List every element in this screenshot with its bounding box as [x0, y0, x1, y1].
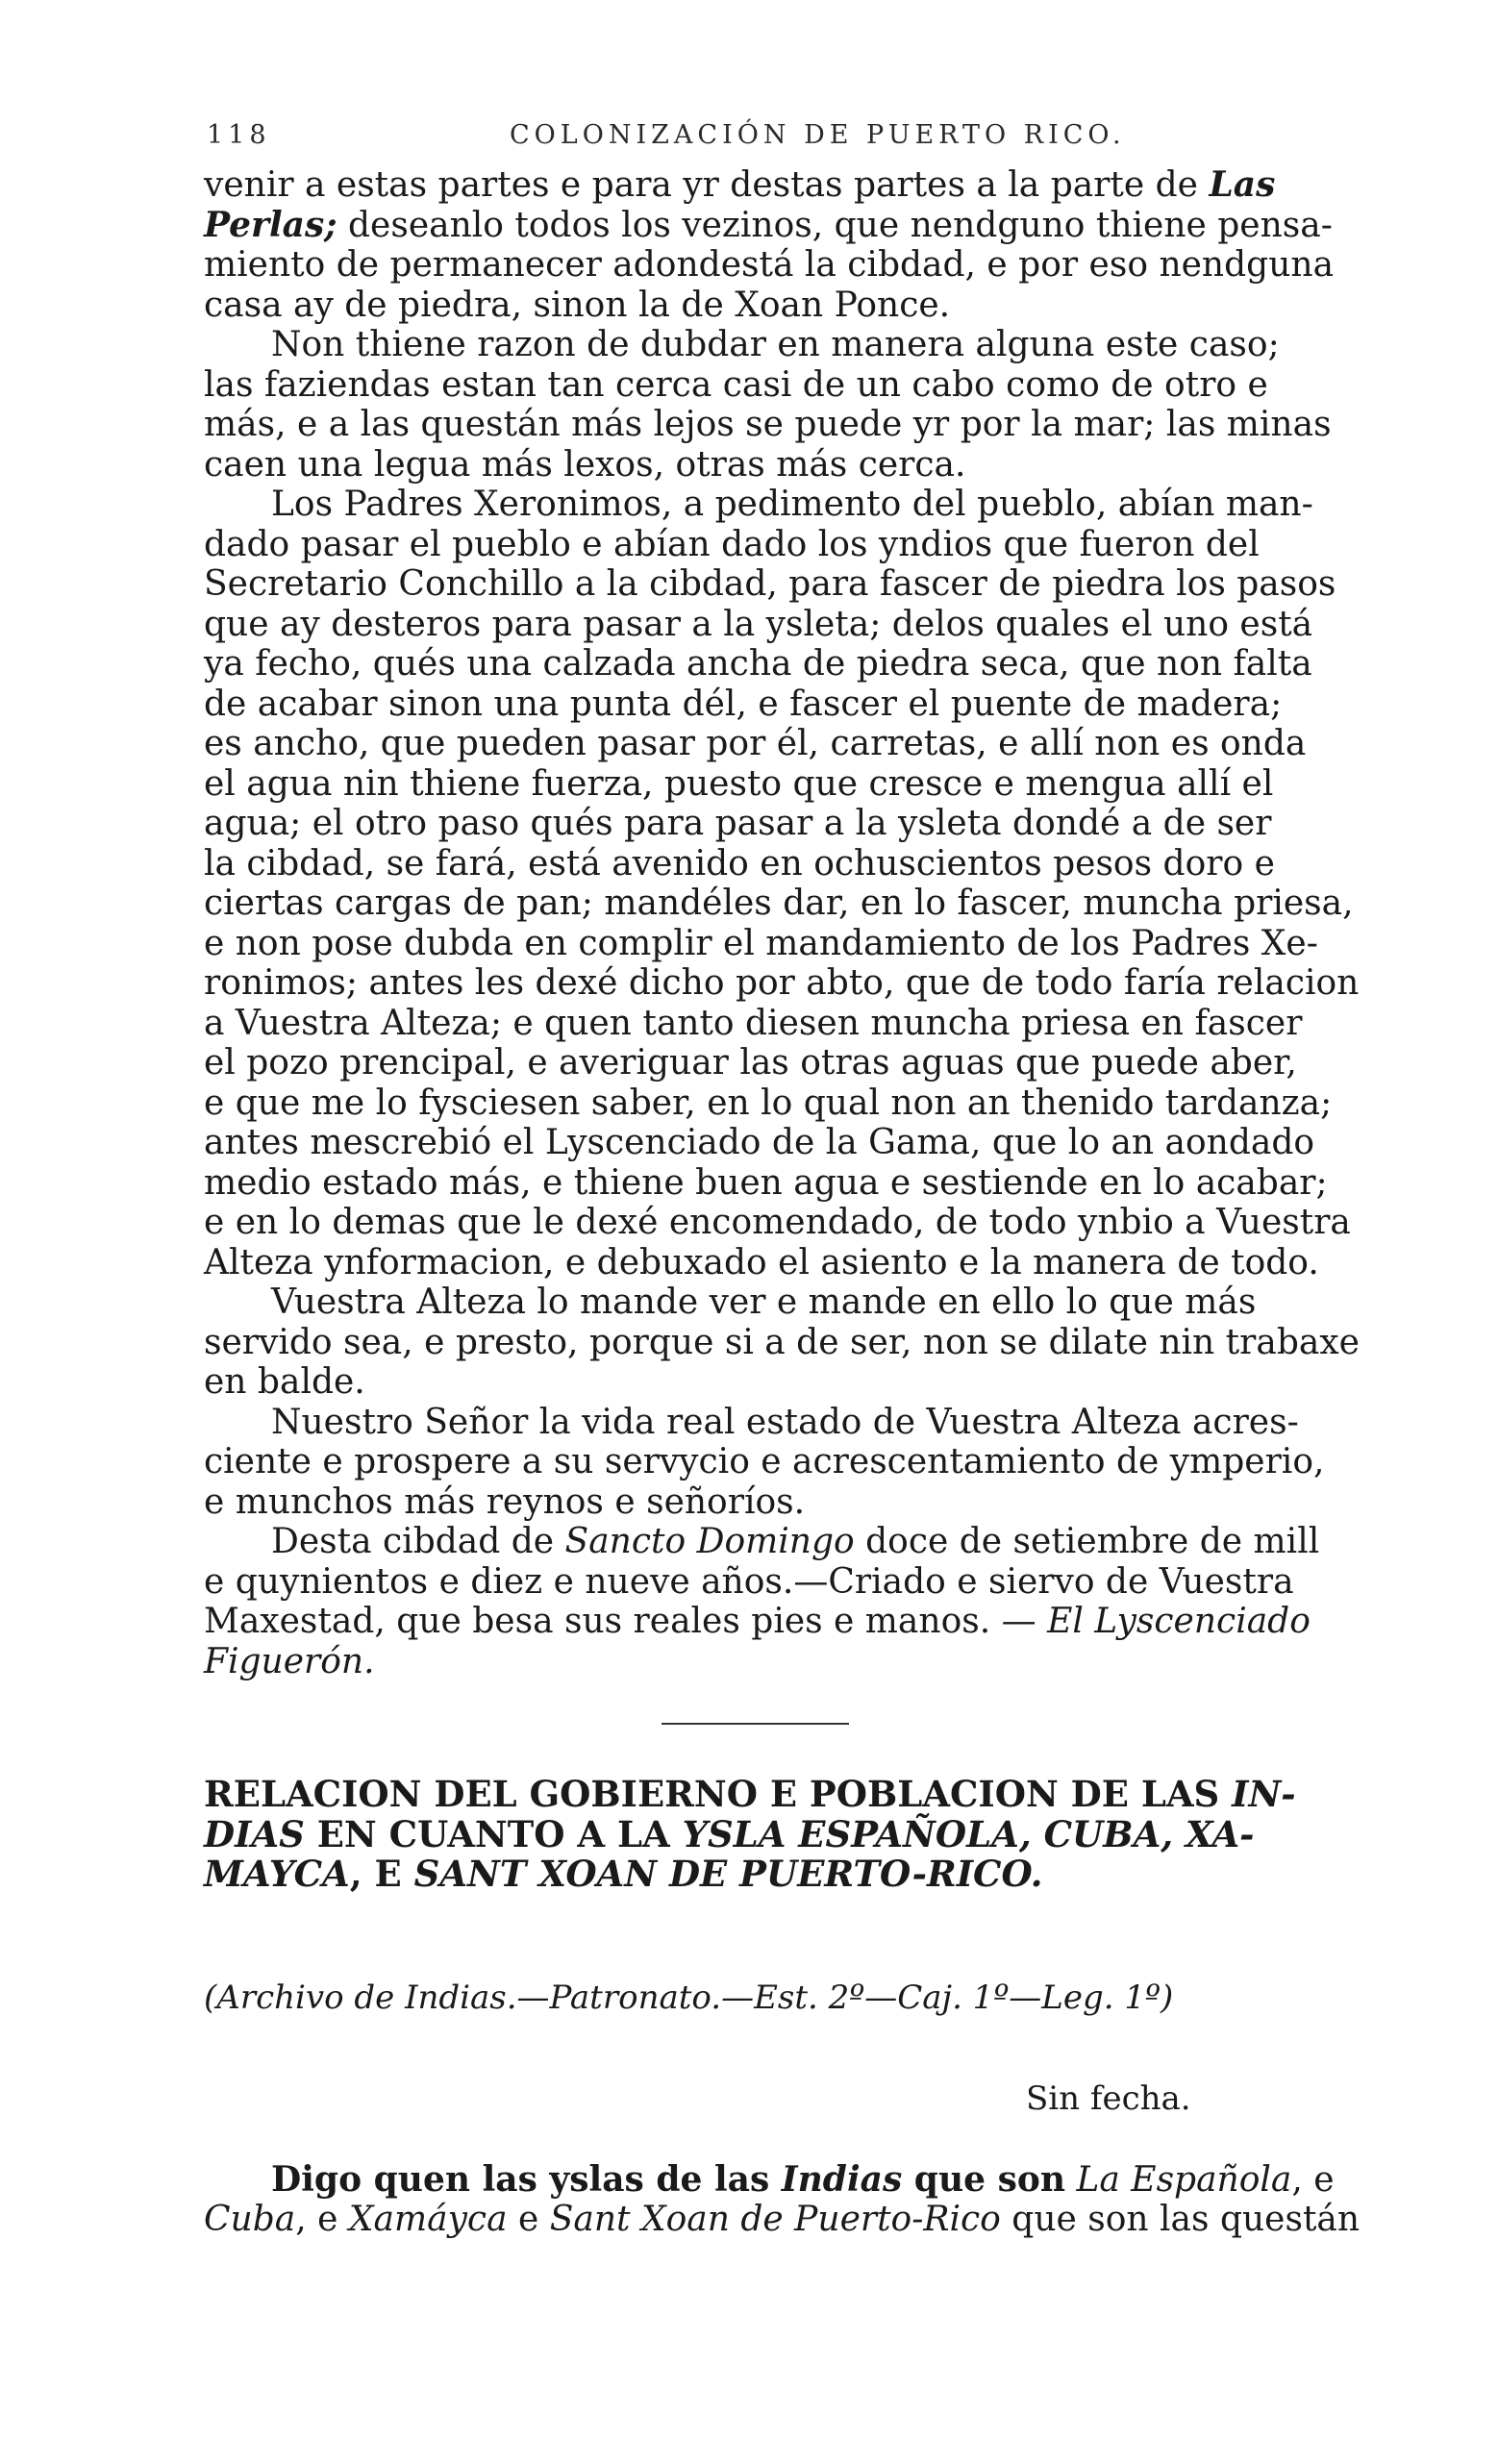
body-line: Nuestro Señor la vida real estado de Vuestra Alteza acres- [271, 1402, 1299, 1442]
body-line: dado pasar el pueblo e abían dado los yndios que fueron del [204, 524, 1260, 564]
body-line: Non thiene razon de dubdar en manera alguna este caso; [271, 325, 1280, 364]
body-line: e quynientos e diez e nueve años.—Criado e siervo de Vuestra [204, 1561, 1294, 1602]
body-line: Perlas; deseanlo todos los vezinos, que nendguno thiene pensa- [204, 204, 1333, 245]
section-title-line: MAYCA, E SANT XOAN DE PUERTO-RICO. [204, 1853, 1043, 1895]
body-line: e en lo demas que le dexé encomendado, de todo ynbio a Vuestra [204, 1203, 1351, 1242]
body-line: el pozo prencipal, e averiguar las otras aguas que puede aber, [204, 1043, 1297, 1083]
body-line: ciente e prospere a su servycio e acrescentamiento de ymperio, [204, 1442, 1325, 1481]
body-line: e non pose dubda en complir el mandamiento de los Padres Xe- [204, 923, 1318, 963]
body-line: miento de permanecer adondestá la cibdad, e por eso nendguna [204, 245, 1335, 285]
body-line: más, e a las questán más lejos se puede yr por la mar; las minas [204, 405, 1332, 444]
body-line: es ancho, que pueden pasar por él, carretas, e allí non es onda [204, 724, 1307, 763]
body-line: e munchos más reynos e señoríos. [204, 1481, 806, 1522]
running-title: COLONIZACIÓN DE PUERTO RICO. [510, 120, 1126, 150]
body-line: Figuerón. [204, 1641, 375, 1681]
body-line: en balde. [204, 1362, 365, 1402]
body-line: ciertas cargas de pan; mandéles dar, en lo fascer, muncha priesa, [204, 884, 1354, 923]
body-line: medio estado más, e thiene buen agua e sestiende en lo acabar; [204, 1162, 1328, 1203]
section-divider [662, 1723, 849, 1725]
body-line: Cuba, e Xamáyca e Sant Xoan de Puerto-Rico que son las questán [204, 2200, 1361, 2239]
archive-citation: (Archivo de Indias.—Patronato.—Est. 2º—Caj. 1º—Leg. 1º) [204, 1979, 1174, 2017]
body-line: que ay desteros para pasar a la ysleta; delos quales el uno está [204, 604, 1313, 644]
body-line: casa ay de piedra, sinon la de Xoan Ponce. [204, 285, 951, 325]
body-line: Secretario Conchillo a la cibdad, para fascer de piedra los pasos [204, 564, 1336, 604]
section-title-line: DIAS EN CUANTO A LA YSLA ESPAÑOLA, CUBA, XA- [204, 1812, 1255, 1855]
body-line: servido sea, e presto, porque si a de ser, non se dilate nin trabaxe [204, 1322, 1360, 1362]
section-title-line: RELACION DEL GOBIERNO E POBLACION DE LAS IN- [204, 1773, 1296, 1815]
body-line: el agua nin thiene fuerza, puesto que cresce e mengua allí el [204, 763, 1274, 804]
page-number: 118 [207, 120, 271, 150]
body-line: antes mescrebió el Lyscenciado de la Gama, que lo an aondado [204, 1123, 1315, 1162]
letter-body [204, 165, 1385, 1681]
body-line: Digo quen las yslas de las Indias que son La Española, e [271, 2159, 1335, 2200]
page-header [207, 111, 1380, 159]
body-line: venir a estas partes e para yr destas partes a la parte de Las [204, 164, 1276, 205]
body-line: agua; el otro paso qués para pasar a la ysleta dondé a de ser [204, 804, 1272, 843]
body-line: a Vuestra Alteza; e quen tanto diesen muncha priesa en fascer [204, 1003, 1303, 1043]
body-line: ronimos; antes les dexé dicho por abto, que de todo faría relacion [204, 963, 1360, 1003]
body-line: caen una legua más lexos, otras más cerca. [204, 444, 966, 485]
section-title [204, 1771, 1385, 1895]
body-line: la cibdad, se fará, está avenido en ochuscientos pesos doro e [204, 843, 1275, 884]
body-line: Alteza ynformacion, e debuxado el asiento e la manera de todo. [204, 1242, 1319, 1282]
body-line: ya fecho, qués una calzada ancha de piedra seca, que non falta [204, 644, 1312, 684]
body-line: Vuestra Alteza lo mande ver e mande en ello lo que más [271, 1282, 1257, 1322]
body-line: Maxestad, que besa sus reales pies e manos. — El Lyscenciado [204, 1602, 1311, 1641]
body-line: Desta cibdad de Sancto Domingo doce de setiembre de mill [271, 1522, 1320, 1561]
body-line: de acabar sinon una punta dél, e fascer el puente de madera; [204, 684, 1283, 724]
date-note: Sin fecha. [1026, 2079, 1191, 2118]
document-opening [204, 2159, 1385, 2240]
body-line: Los Padres Xeronimos, a pedimento del pueblo, abían man- [271, 485, 1313, 524]
body-line: las faziendas estan tan cerca casi de un cabo como de otro e [204, 364, 1268, 405]
body-line: e que me lo fysciesen saber, en lo qual non an thenido tardanza; [204, 1083, 1333, 1123]
